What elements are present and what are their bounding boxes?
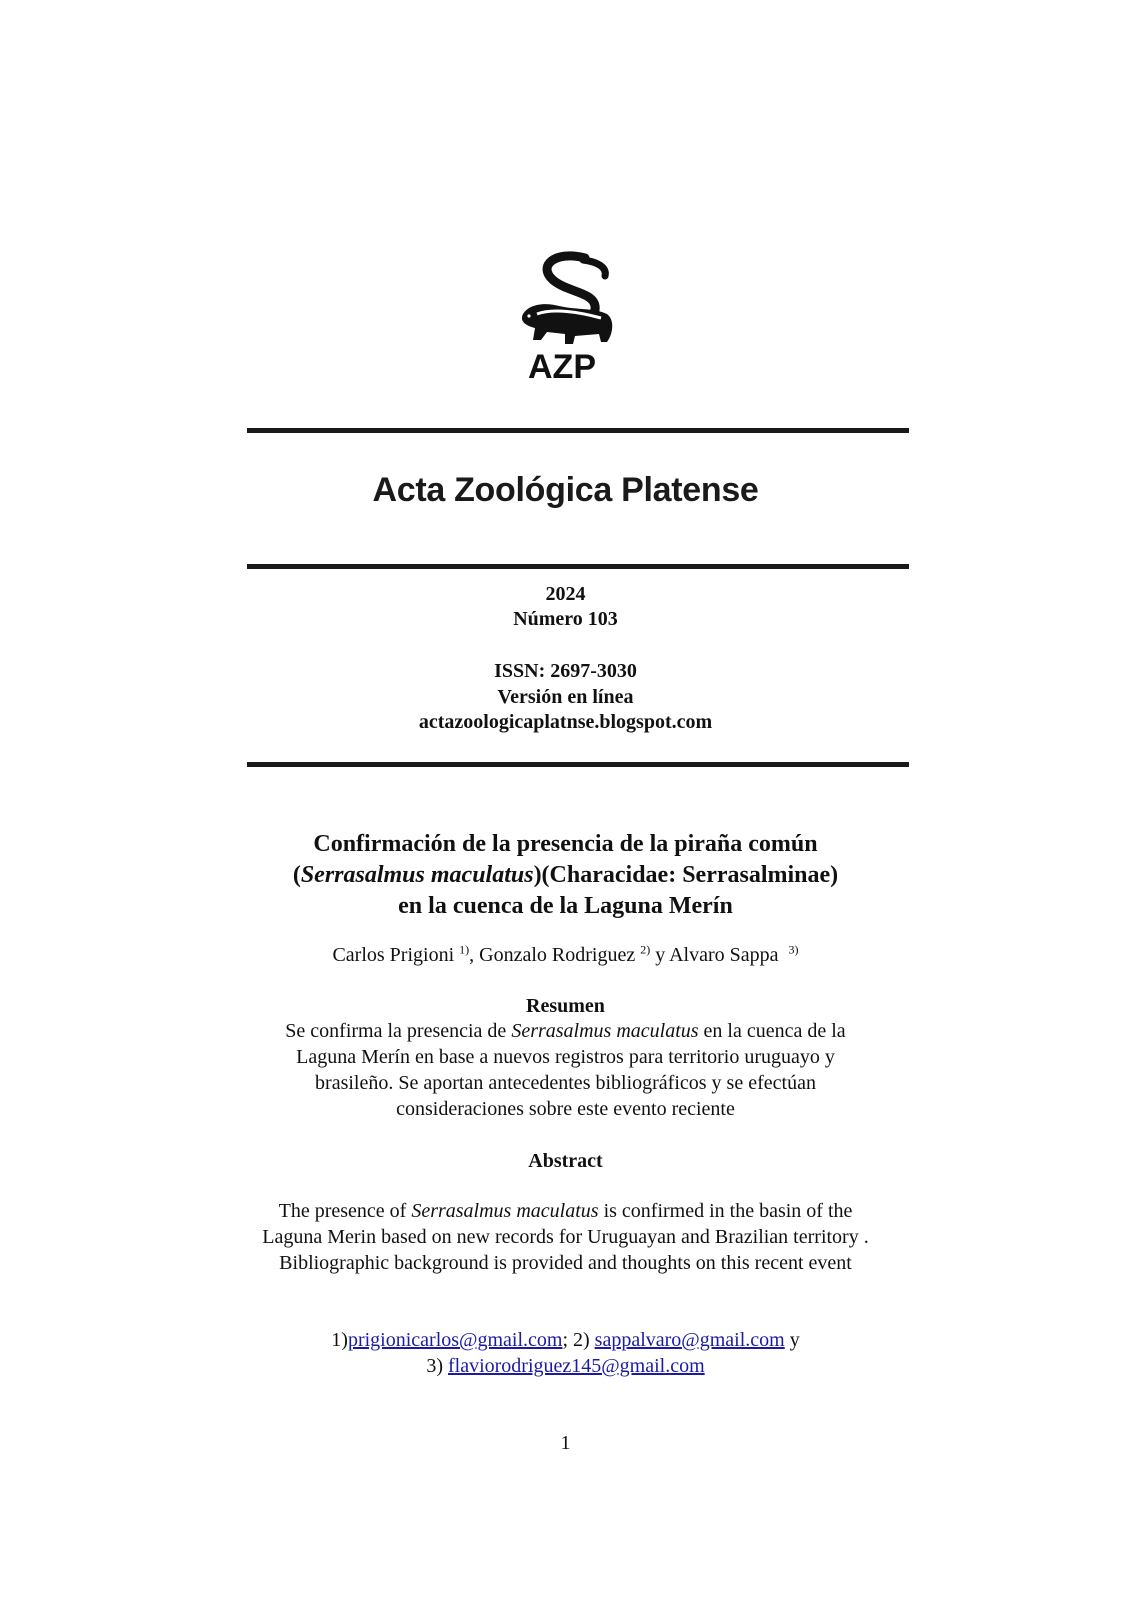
contact-line-2 bbox=[0, 1353, 1131, 1379]
logo-text: AZP bbox=[528, 348, 596, 386]
resumen-line-3: brasileño. Se aportan antecedentes bibliográficos y se efectúan bbox=[315, 1072, 816, 1094]
issue-number: Número 103 bbox=[513, 608, 618, 630]
email-link-1[interactable]: prigionicarlos@gmail.com bbox=[347, 1329, 563, 1351]
abstract-line-3: Bibliographic background is provided and thoughts on this recent event bbox=[279, 1252, 852, 1274]
paper-title-line-3: en la cuenca de la Laguna Merín bbox=[398, 893, 733, 919]
resumen-l1-a: Se confirma la presencia de bbox=[285, 1020, 512, 1042]
title-taxonomy: )(Characidae: Serrasalminae) bbox=[533, 862, 839, 888]
abstract-text bbox=[0, 1198, 1131, 1276]
species-name: Serrasalmus maculatus bbox=[300, 862, 534, 888]
issn: ISSN: 2697-3030 bbox=[494, 660, 637, 682]
author-3-affiliation: 3) bbox=[788, 942, 799, 957]
journal-website: actazoologicaplatnse.blogspot.com bbox=[418, 711, 713, 733]
author-1: Carlos Prigioni bbox=[332, 944, 455, 966]
author-2-affiliation: 2) bbox=[640, 942, 651, 957]
resumen-line-4: consideraciones sobre este evento reciente bbox=[396, 1098, 735, 1120]
abstract-heading: Abstract bbox=[528, 1150, 603, 1172]
contact-2-label: ; 2) bbox=[562, 1329, 595, 1351]
contact-list bbox=[0, 1327, 1131, 1379]
author-2: , Gonzalo Rodriguez bbox=[469, 944, 636, 966]
resumen-species: Serrasalmus maculatus bbox=[511, 1020, 699, 1042]
abstract-l1-a: The presence of bbox=[278, 1200, 412, 1222]
email-link-2[interactable]: sappalvaro@gmail.com bbox=[594, 1329, 785, 1351]
resumen-line-1 bbox=[0, 1018, 1131, 1044]
contact-line-1 bbox=[0, 1327, 1131, 1353]
paper-title bbox=[0, 829, 1131, 922]
author-list bbox=[0, 942, 1131, 968]
skunk-logo-icon bbox=[515, 248, 625, 388]
paper-title-line-1: Confirmación de la presencia de la piraña común bbox=[313, 831, 818, 857]
abstract-line-2: Laguna Merin based on new records for Uruguayan and Brazilian territory . bbox=[262, 1226, 869, 1248]
abstract-species: Serrasalmus maculatus bbox=[411, 1200, 599, 1222]
resumen-l1-b: en la cuenca de la bbox=[698, 1020, 846, 1042]
divider-bottom bbox=[247, 762, 909, 767]
journal-logo bbox=[515, 248, 625, 388]
page-number: 1 bbox=[560, 1432, 571, 1454]
paper-title-line-2 bbox=[0, 860, 1131, 891]
resumen-heading: Resumen bbox=[526, 995, 605, 1017]
author-1-affiliation: 1) bbox=[459, 942, 470, 957]
title-paren: ( bbox=[292, 862, 301, 888]
email-link-3[interactable]: flaviorodriguez145@gmail.com bbox=[447, 1355, 705, 1377]
contact-conjunction: y bbox=[784, 1329, 800, 1351]
online-version: Versión en línea bbox=[497, 686, 634, 708]
issue-year: 2024 bbox=[545, 583, 586, 605]
contact-1-label: 1) bbox=[331, 1329, 348, 1351]
divider-middle bbox=[247, 564, 909, 569]
resumen-line-2: Laguna Merín en base a nuevos registros para territorio uruguayo y bbox=[296, 1046, 835, 1068]
contact-3-label: 3) bbox=[426, 1355, 448, 1377]
abstract-l1-b: is confirmed in the basin of the bbox=[598, 1200, 853, 1222]
divider-top bbox=[247, 428, 909, 433]
journal-title: Acta Zoológica Platense bbox=[372, 471, 759, 509]
resumen-text bbox=[0, 1018, 1131, 1122]
abstract-line-1 bbox=[0, 1198, 1131, 1224]
author-3: y Alvaro Sappa bbox=[650, 944, 779, 966]
